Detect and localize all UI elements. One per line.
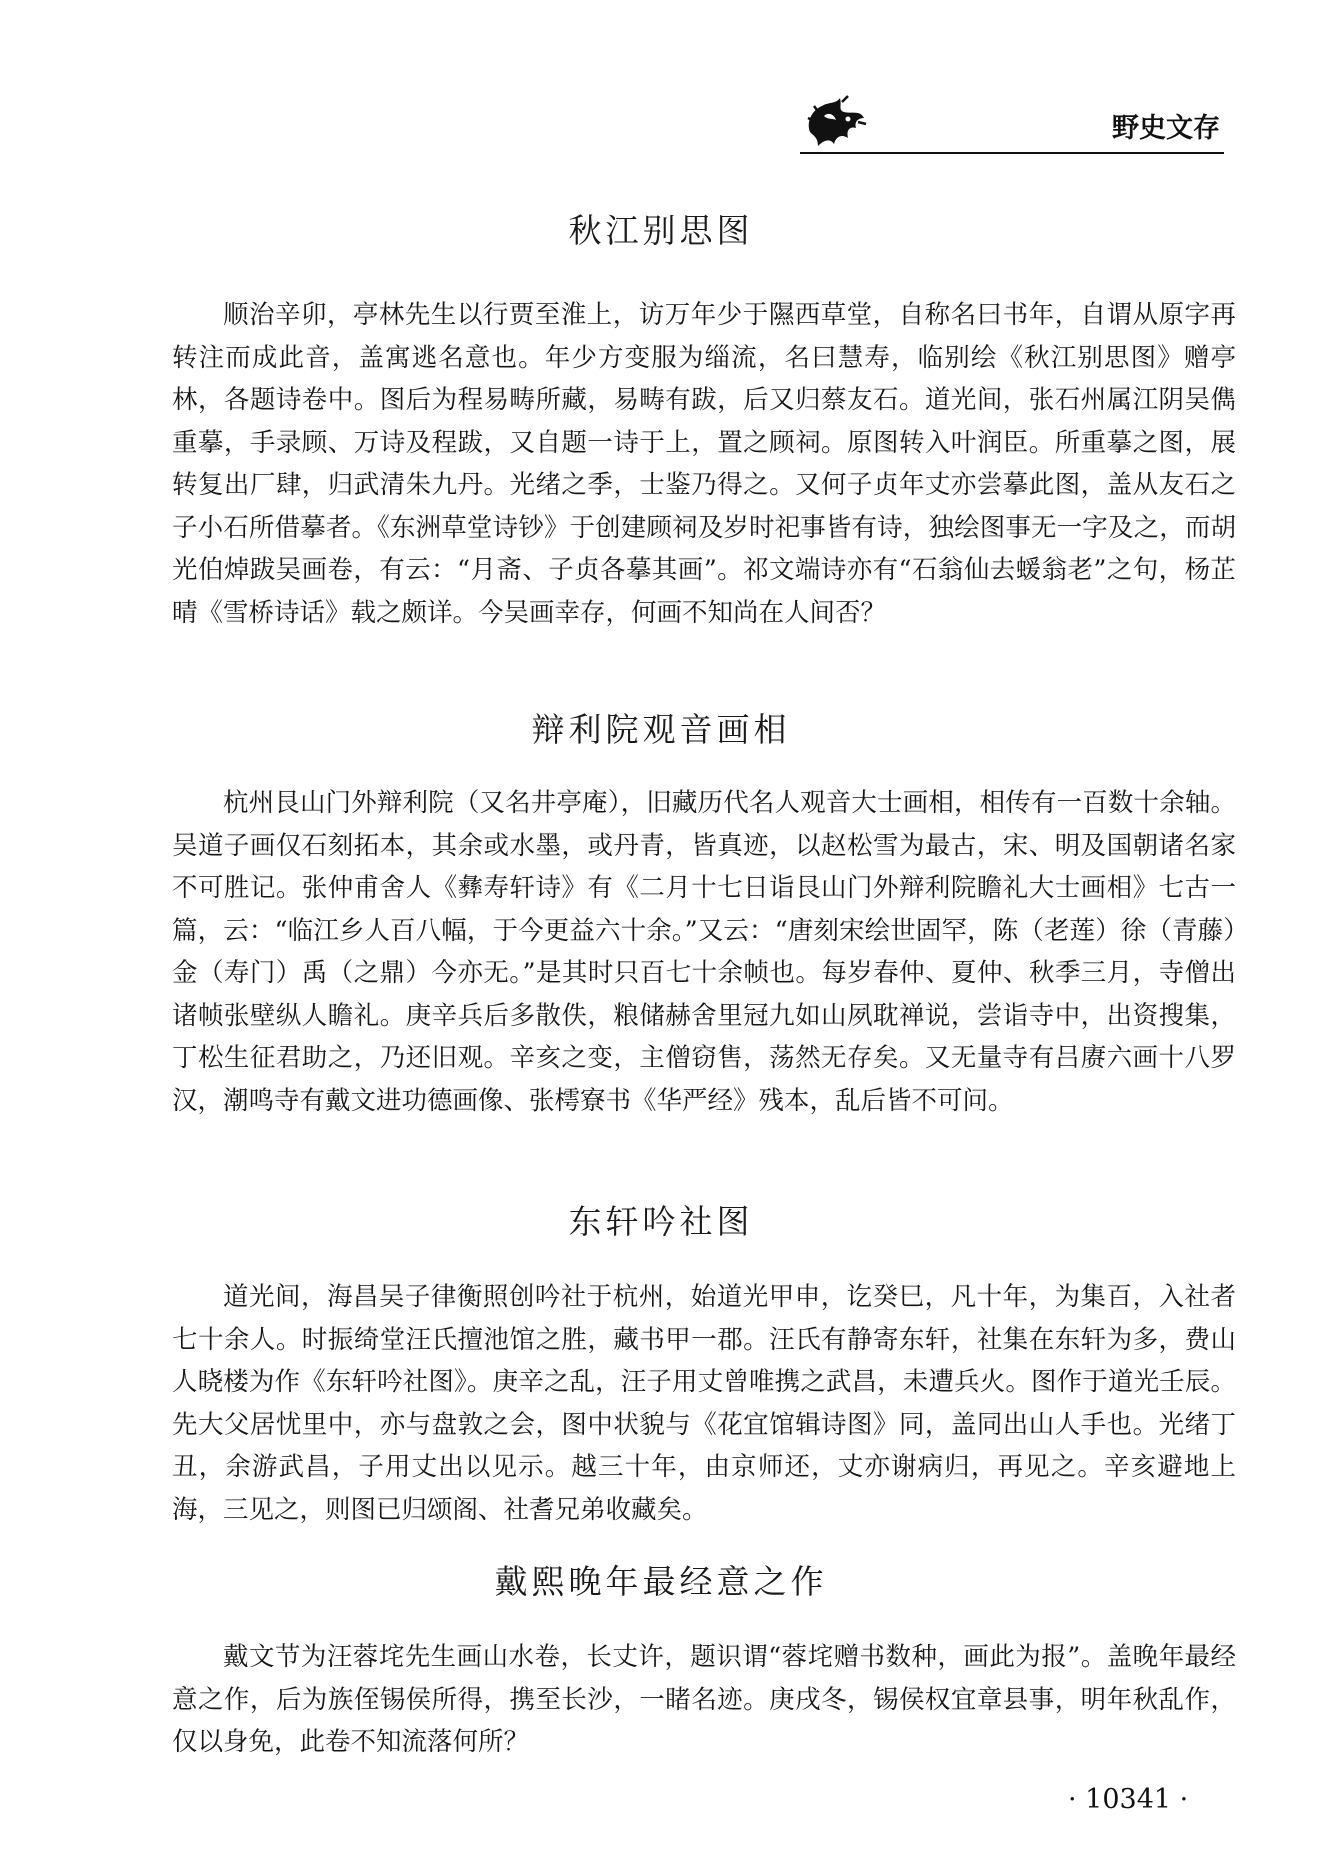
section-paragraph: 道光间，海昌吴子律衡照创吟社于杭州，始道光甲申，讫癸巳，凡十年，为集百，入社者七十余人。时振绮堂汪氏擅池馆之胜，藏书甲一郡。汪氏有静寄东轩，社集在东轩为多，费山人晓楼为作《东轩吟社图》。庚辛之乱，汪子用丈曾唯携之武昌，未遭兵火。图作于道光壬辰。先大父居忧里中，亦与盘敦之会，图中状貌与《花宜馆辑诗图》同，盖同出山人手也。光绪丁丑，余游武昌，子用丈出以见示。越三十年，由京师还，丈亦谢病归，再见之。辛亥避地上海，三见之，则图已归颂阁、社耆兄弟收藏矣。	[172, 1282, 1236, 1525]
section-title: 戴熙晚年最经意之作	[494, 1562, 828, 1601]
dragon-icon	[802, 92, 868, 150]
section-paragraph: 顺治辛卯，亭林先生以行贾至淮上，访万年少于隰西草堂，自称名曰书年，自谓从原字再转注而成此音，盖寓逃名意也。年少方变服为缁流，名曰慧寿，临别绘《秋江别思图》赠亭林，各题诗卷中。图后为程易畴所藏，易畴有跋，后又归蔡友石。道光间，张石州属江阴吴儁重摹，手录顾、万诗及程跋，又自题一诗于上，置之顾祠。原图转入叶润臣。所重摹之图，展转复出厂肆，归武清朱九丹。光绪之季，士鉴乃得之。又何子贞年丈亦尝摹此图，盖从友石之子小石所借摹者。《东洲草堂诗钞》于创建顾祠及岁时祀事皆有诗，独绘图事无一字及之，而胡光伯焯跋吴画卷，有云：“月斋、子贞各摹其画”。祁文端诗亦有“石翁仙去蝯翁老”之句，杨芷晴《雪桥诗话》载之颇详。今吴画幸存，何画不知尚在人间否？	[172, 300, 1236, 628]
section-title: 秋江别思图	[568, 211, 754, 250]
section-paragraph: 戴文节为汪蓉垞先生画山水卷，长丈许，题识谓“蓉垞赠书数种，画此为报”。盖晚年最经意之作，后为族侄锡侯所得，携至长沙，一睹名迹。庚戌冬，锡侯权宜章县事，明年秋乱作，仅以身免，此卷不知流落何所？	[172, 1642, 1236, 1757]
series-title: 野史文存	[1112, 113, 1220, 144]
page-number: · 10341 ·	[1068, 1784, 1189, 1815]
section-title: 东轩吟社图	[568, 1202, 754, 1241]
running-header	[800, 90, 1224, 154]
section-title: 辩利院观音画相	[531, 710, 791, 749]
section-paragraph: 杭州艮山门外辩利院（又名井亭庵），旧藏历代名人观音大士画相，相传有一百数十余轴。吴道子画仅石刻拓本，其余或水墨，或丹青，皆真迹，以赵松雪为最古，宋、明及国朝诸名家不可胜记。张仲甫舍人《彝寿轩诗》有《二月十七日诣艮山门外辩利院瞻礼大士画相》七古一篇，云：“临江乡人百八幅，于今更益六十余。”又云：“唐刻宋绘世固罕，陈（老莲）徐（青藤）金（寿门）禹（之鼎）今亦无。”是其时只百七十余帧也。每岁春仲、夏仲、秋季三月，寺僧出诸帧张壁纵人瞻礼。庚辛兵后多散佚，粮储赫舍里冠九如山夙耽禅说，尝诣寺中，出资搜集，丁松生征君助之，乃还旧观。辛亥之变，主僧窃售，荡然无存矣。又无量寺有吕赓六画十八罗汉，潮鸣寺有戴文进功德画像、张樗寮书《华严经》残本，乱后皆不可问。	[172, 788, 1236, 1116]
